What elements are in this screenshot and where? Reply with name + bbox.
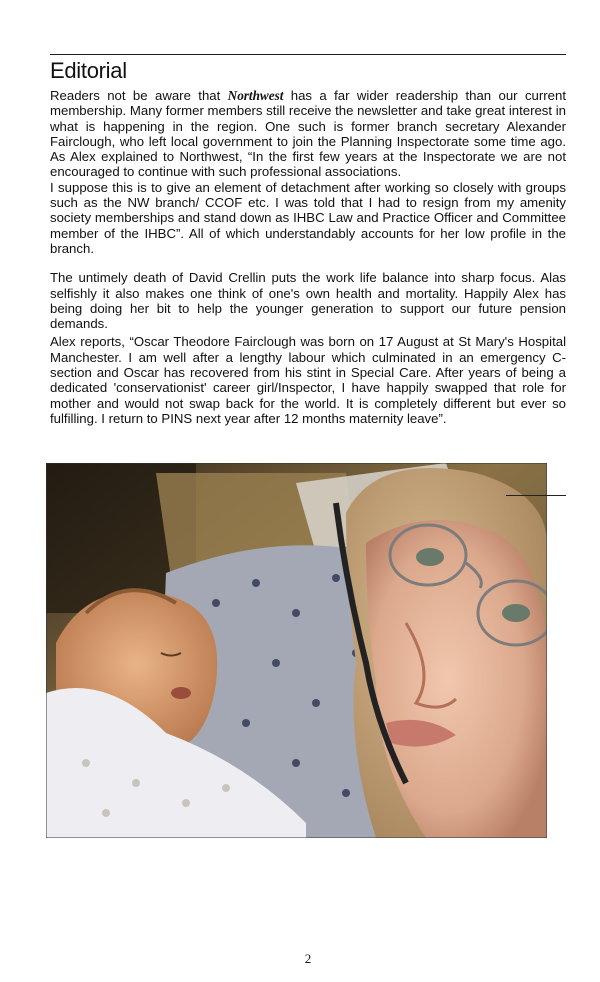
paragraph-intro-rest: has a far wider readership than our current membership. Many former members still receive the newsletter and take great interest in what is happening in the region. One such is former branch secretary Alexander Fairclough, who left local government to join the Planning Inspectorate some time ago. As Alex explained to Northwest, “In the first few years at the Inspectorate we are not encouraged to continue with such professional associations. [50, 88, 566, 180]
article-body [50, 88, 566, 426]
paragraph-intro [50, 88, 566, 180]
page-number: 2 [304, 951, 312, 966]
top-rule [50, 54, 566, 55]
newsletter-name: Northwest [227, 88, 284, 103]
mother-and-baby-photo [46, 463, 547, 838]
page-heading: Editorial [50, 58, 127, 83]
photo-rule [506, 495, 566, 496]
paragraph-intro-lead: Readers not be aware that [50, 88, 228, 103]
paragraph-detachment: I suppose this is to give an element of detachment after working so closely with groups such as the NW branch/ CCOF etc. I was told that I had to resign from my amenity society memberships and stand down as IHBC Law and Practice Officer and Committee member of the IHBC”. All of which understandably accounts for her low profile in the branch. [50, 179, 566, 256]
paragraph-crellin: The untimely death of David Crellin puts the work life balance into sharp focus. Alas selfishly it also makes one think of one's own health and mortality. Happily Alex has being doing her bit to help the younger generation to support our future pension demands. [50, 270, 566, 332]
paragraph-alex-report: Alex reports, “Oscar Theodore Fairclough was born on 17 August at St Mary's Hospital Manchester. I am well after a lengthy labour which culminated in an emergency C-section and Oscar has recovered from his stint in Special Care. After years of being a dedicated 'conservationist' career girl/Inspector, I have happily swapped that role for mother and would not swap back for the world. It is completely different but ever so fulfilling. I return to PINS next year after 12 months maternity leave”. [50, 334, 566, 426]
